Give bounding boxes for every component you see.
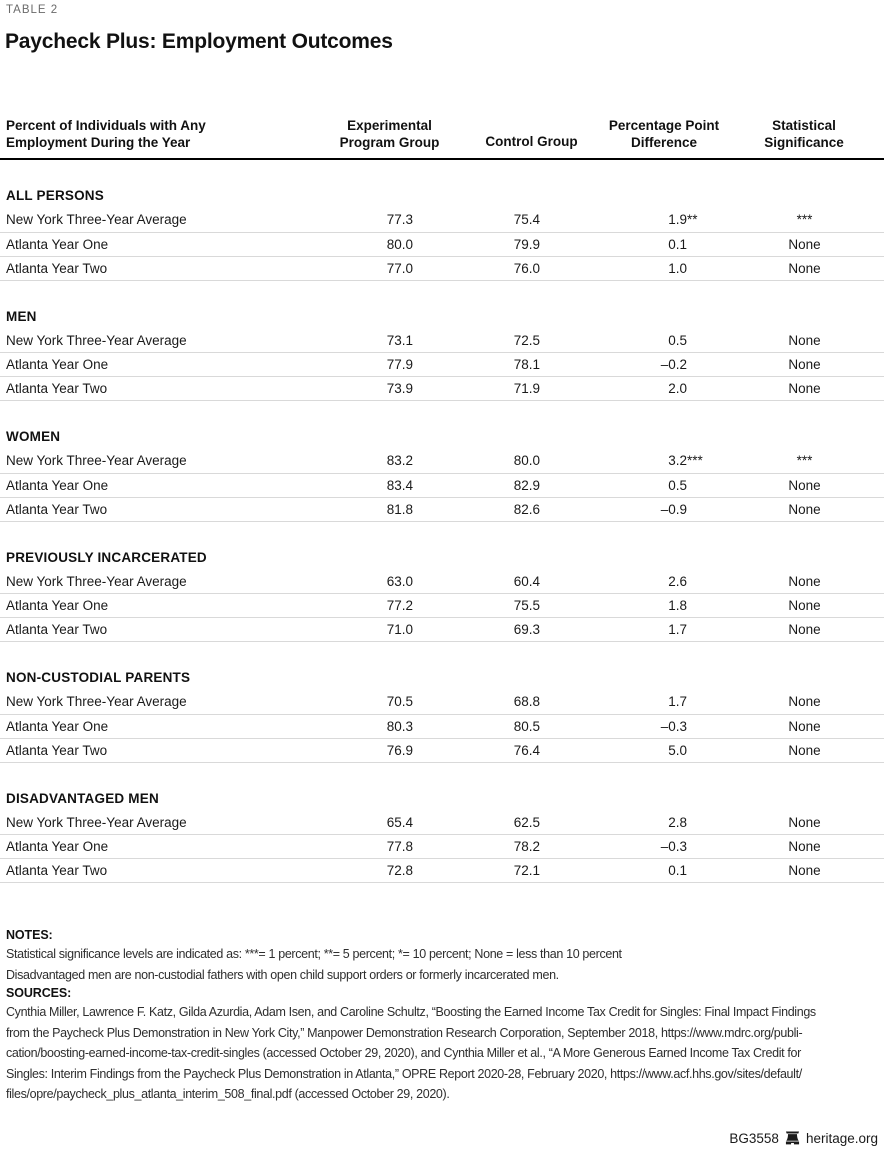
table-row [0, 329, 884, 353]
experimental-group-value: 77.8 [386, 839, 413, 854]
row-label: Atlanta Year One [6, 598, 109, 613]
table-row [0, 353, 884, 377]
row-label: Atlanta Year Two [6, 863, 108, 878]
significance-value: None [788, 501, 821, 517]
table-row [0, 594, 884, 618]
control-group-value: 62.5 [513, 814, 540, 830]
difference-value: 2.6 [668, 573, 687, 589]
table-row [0, 232, 884, 256]
difference-value: 1.7 [668, 622, 687, 637]
row-label: New York Three-Year Average [6, 332, 187, 348]
table-row [0, 570, 884, 594]
control-group-value: 75.4 [513, 212, 540, 228]
experimental-group-value: 63.0 [386, 573, 413, 589]
table-body [0, 159, 884, 883]
table-row [0, 497, 884, 521]
source-line: from the Paycheck Plus Demonstration in New York City,” Manpower Demonstration Research Corporation, September 2018, https://www.mdrc.org/publi- [6, 1025, 803, 1040]
row-label: Atlanta Year One [6, 839, 109, 854]
experimental-group-value: 73.1 [386, 332, 413, 348]
table-header [0, 117, 884, 159]
row-label: New York Three-Year Average [6, 694, 187, 710]
significance-value: None [788, 814, 821, 830]
row-label: New York Three-Year Average [6, 212, 187, 228]
significance-value: *** [796, 212, 813, 228]
difference-value: 5.0 [668, 742, 687, 758]
difference-value: –0.3 [660, 839, 687, 854]
section-header: NON-CUSTODIAL PARENTS [6, 670, 191, 685]
employment-outcomes-table [0, 117, 884, 883]
experimental-group-value: 77.2 [386, 598, 413, 613]
table-row [0, 714, 884, 738]
difference-value: –0.9 [660, 501, 687, 517]
difference-value: 0.5 [668, 332, 687, 348]
table-number-label: TABLE 2 [6, 4, 59, 16]
significance-value: None [788, 598, 821, 613]
difference-value: –0.3 [660, 718, 687, 734]
note-line: Disadvantaged men are non-custodial fathers with open child support orders or formerly incarcerated men. [6, 967, 559, 982]
significance-value: None [788, 260, 821, 276]
experimental-group-value: 70.5 [386, 694, 413, 710]
column-header-row-label: Percent of Individuals with Any Employment During the Year [0, 117, 336, 159]
significance-value: None [788, 622, 821, 637]
liberty-bell-icon [785, 1131, 800, 1148]
control-group-value: 80.5 [513, 718, 540, 734]
control-group-value: 72.1 [513, 863, 540, 878]
significance-value: None [788, 477, 821, 493]
document-id: BG3558 [729, 1131, 779, 1146]
experimental-group-value: 80.3 [386, 718, 413, 734]
difference-value: 1.8 [668, 598, 687, 613]
significance-value: *** [796, 453, 813, 469]
control-group-value: 82.6 [513, 501, 540, 517]
sources-heading: SOURCES: [6, 986, 72, 1000]
section-header: ALL PERSONS [6, 188, 104, 203]
row-label: New York Three-Year Average [6, 573, 187, 589]
row-label: Atlanta Year Two [6, 622, 108, 637]
page-footer [0, 1131, 884, 1148]
note-line: Statistical significance levels are indicated as: ***= 1 percent; **= 5 percent; *= 10 percent; None = less than 10 percent [6, 947, 622, 961]
control-group-value: 68.8 [513, 694, 540, 710]
significance-value: None [788, 573, 821, 589]
section-header-row [0, 401, 884, 450]
experimental-group-value: 81.8 [386, 501, 413, 517]
difference-value: 3.2*** [668, 453, 703, 469]
significance-value: None [788, 742, 821, 758]
control-group-value: 76.4 [513, 742, 540, 758]
experimental-group-value: 77.9 [386, 357, 413, 372]
section-header: WOMEN [6, 429, 61, 444]
column-header-difference: Percentage Point Difference [584, 117, 744, 159]
experimental-group-value: 83.2 [386, 453, 413, 469]
significance-value: None [788, 694, 821, 710]
column-header-control: Control Group [443, 117, 584, 159]
table-row [0, 377, 884, 401]
site-name: heritage.org [805, 1131, 878, 1146]
control-group-value: 78.1 [513, 357, 540, 372]
difference-value: 0.5 [668, 477, 687, 493]
difference-value: 0.1 [668, 236, 687, 252]
difference-value: 1.7 [668, 694, 687, 710]
notes-section [0, 927, 884, 1105]
experimental-group-value: 71.0 [386, 622, 413, 637]
row-label: Atlanta Year One [6, 477, 109, 493]
table-row [0, 738, 884, 762]
significance-value: None [788, 839, 821, 854]
experimental-group-value: 77.0 [386, 260, 413, 276]
source-line: files/opre/paycheck_plus_atlanta_interim_508_final.pdf (accessed October 29, 2020). [6, 1087, 450, 1101]
significance-value: None [788, 381, 821, 396]
control-group-value: 69.3 [513, 622, 540, 637]
notes-heading: NOTES: [6, 928, 53, 942]
control-group-value: 80.0 [513, 453, 540, 469]
table-row [0, 256, 884, 280]
row-label: New York Three-Year Average [6, 814, 187, 830]
control-group-value: 82.9 [513, 477, 540, 493]
row-label: Atlanta Year Two [6, 260, 108, 276]
difference-value: 1.9** [668, 212, 698, 228]
experimental-group-value: 77.3 [386, 212, 413, 228]
row-label: Atlanta Year Two [6, 501, 108, 517]
column-header-experimental: Experimental Program Group [336, 117, 443, 159]
section-header: MEN [6, 308, 37, 324]
source-line: Singles: Interim Findings from the Paycheck Plus Demonstration in Atlanta,” OPRE Report 2020-28, February 2020, https://www.acf.hhs.gov/sites/default/ [6, 1066, 802, 1081]
row-label: Atlanta Year One [6, 236, 109, 252]
table-row [0, 208, 884, 232]
table-row [0, 449, 884, 473]
experimental-group-value: 83.4 [386, 477, 413, 493]
control-group-value: 75.5 [513, 598, 540, 613]
source-line: Cynthia Miller, Lawrence F. Katz, Gilda Azurdia, Adam Isen, and Caroline Schultz, “Boosting the Earned Income Tax Credit for Singles: Final Impact Findings [6, 1005, 816, 1019]
significance-value: None [788, 332, 821, 348]
section-header: DISADVANTAGED MEN [6, 790, 159, 806]
page-title: Paycheck Plus: Employment Outcomes [5, 30, 393, 53]
experimental-group-value: 80.0 [386, 236, 413, 252]
experimental-group-value: 65.4 [386, 814, 413, 830]
experimental-group-value: 72.8 [386, 863, 413, 878]
difference-value: 2.8 [668, 814, 687, 830]
table-row [0, 811, 884, 835]
section-header-row [0, 159, 884, 208]
control-group-value: 79.9 [513, 236, 540, 252]
table-row [0, 859, 884, 883]
notes-lines [0, 944, 884, 985]
difference-value: –0.2 [660, 357, 687, 372]
section-header: PREVIOUSLY INCARCERATED [6, 549, 207, 565]
difference-value: 2.0 [668, 381, 687, 396]
significance-value: None [788, 236, 821, 252]
row-label: New York Three-Year Average [6, 453, 187, 469]
section-header-row [0, 762, 884, 811]
table-row [0, 473, 884, 497]
difference-value: 0.1 [668, 863, 687, 878]
table-row [0, 835, 884, 859]
significance-value: None [788, 357, 821, 372]
row-label: Atlanta Year One [6, 357, 109, 372]
difference-value: 1.0 [668, 260, 687, 276]
column-header-significance: Statistical Significance [744, 117, 884, 159]
control-group-value: 60.4 [513, 573, 540, 589]
table-row [0, 618, 884, 642]
significance-value: None [788, 863, 821, 878]
significance-value: None [788, 718, 821, 734]
experimental-group-value: 76.9 [386, 742, 413, 758]
section-header-row [0, 642, 884, 691]
control-group-value: 78.2 [513, 839, 540, 854]
table-row [0, 690, 884, 714]
sources-lines [0, 1002, 884, 1105]
section-header-row [0, 280, 884, 329]
source-line: cation/boosting-earned-income-tax-credit-singles (accessed October 29, 2020), and Cynthia Miller et al., “A More Generous Earned Income Tax Credit for [6, 1046, 801, 1060]
control-group-value: 72.5 [513, 332, 540, 348]
control-group-value: 76.0 [513, 260, 540, 276]
row-label: Atlanta Year Two [6, 742, 108, 758]
control-group-value: 71.9 [513, 381, 540, 396]
experimental-group-value: 73.9 [386, 381, 413, 396]
section-header-row [0, 521, 884, 570]
row-label: Atlanta Year One [6, 718, 109, 734]
row-label: Atlanta Year Two [6, 381, 108, 396]
